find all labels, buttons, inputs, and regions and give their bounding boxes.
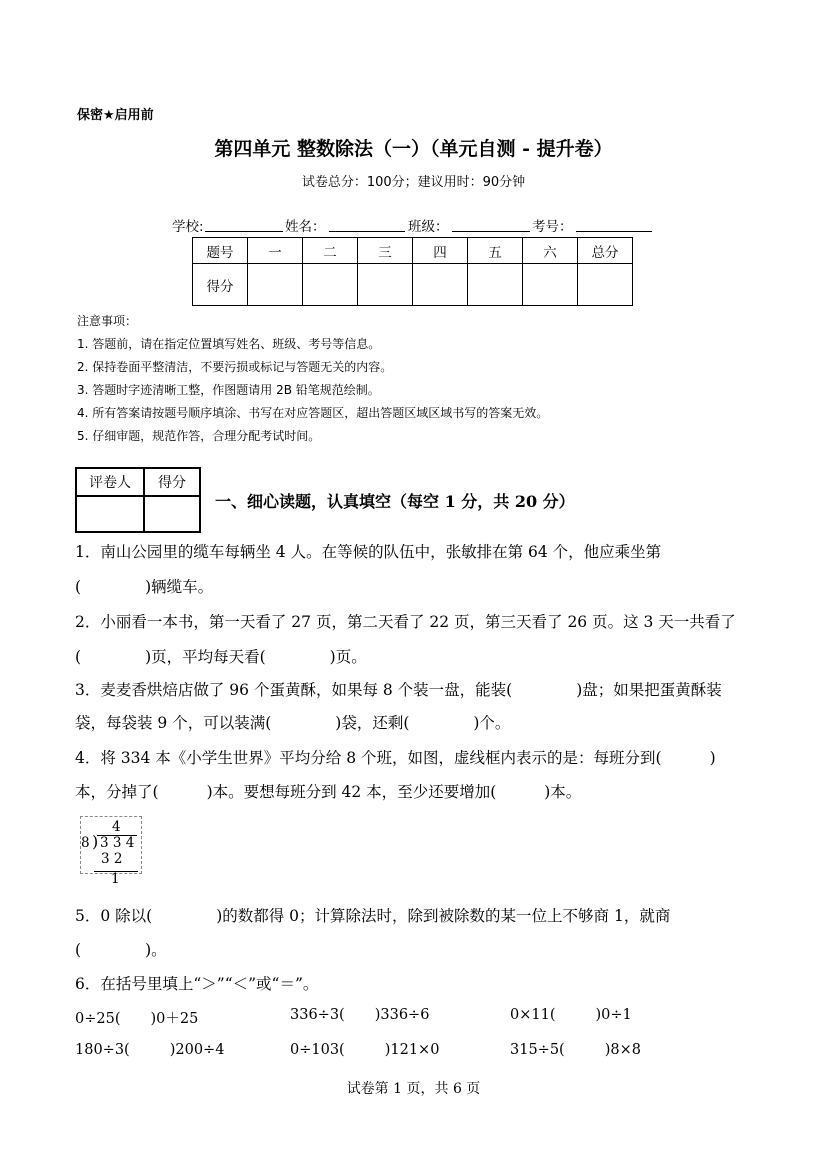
divisor: 8: [81, 835, 90, 851]
remainder: 1: [111, 871, 120, 887]
notes-section: [77, 310, 548, 448]
school-field[interactable]: [205, 231, 283, 232]
question-3-line-1: 3．麦麦香烘焙店做了 96 个蛋黄酥，如果每 8 个装一盘，能装( )盘；如果把蛋黄酥装: [75, 681, 722, 699]
page-title: 第四单元 整数除法（一）（单元自测 - 提升卷）: [214, 138, 613, 160]
score-header-cell: 三: [358, 238, 413, 264]
note-item: 1. 答题前，请在指定位置填写姓名、班级、考号等信息。: [77, 337, 381, 351]
compare-item: 336÷3( )336÷6: [290, 1007, 430, 1023]
name-label: 姓名：: [285, 219, 326, 235]
compare-item: 0÷103( )121×0: [290, 1042, 440, 1058]
grader-score-label: 得分: [144, 468, 200, 496]
page-footer: 试卷第 1 页，共 6 页: [346, 1081, 481, 1097]
score-input-cell[interactable]: [523, 264, 578, 306]
quotient-digit: 4: [112, 819, 121, 835]
compare-item: 315÷5( )8×8: [510, 1042, 641, 1058]
score-input-cell[interactable]: [248, 264, 303, 306]
question-2-line-1: 2．小丽看一本书，第一天看了 27 页，第二天看了 22 页，第三天看了 26 页。这 3 天一共看了: [75, 613, 736, 631]
confidential-label: 保密★启用前: [77, 108, 154, 123]
score-header-cell: 总分: [578, 238, 633, 264]
class-field[interactable]: [452, 231, 530, 232]
score-input-cell[interactable]: [413, 264, 468, 306]
grader-table: [75, 467, 201, 533]
score-input-cell[interactable]: [468, 264, 523, 306]
product: 3 2: [101, 851, 123, 867]
score-input-cell[interactable]: [303, 264, 358, 306]
question-5-line-2: ( )。: [75, 941, 167, 959]
note-item: 2. 保持卷面平整清洁，不要污损或标记与答题无关的内容。: [77, 360, 393, 374]
question-3-line-2: 袋，每袋装 9 个，可以装满( )袋，还剩( )个。: [75, 714, 511, 732]
exam-number-label: 考号：: [532, 219, 573, 235]
score-header-cell: 五: [468, 238, 523, 264]
name-field[interactable]: [329, 231, 405, 232]
note-item: 4. 所有答案请按题号顺序填涂、书写在对应答题区，超出答题区域区域书写的答案无效。: [77, 406, 549, 420]
score-header-cell: 二: [303, 238, 358, 264]
exam-number-field[interactable]: [576, 231, 652, 232]
grader-reviewer-cell[interactable]: [76, 496, 144, 532]
question-2-line-2: ( )页，平均每天看( )页。: [75, 648, 367, 666]
grader-reviewer-label: 评卷人: [76, 468, 144, 496]
question-4-line-1: 4．将 334 本《小学生世界》平均分给 8 个班，如图，虚线框内表示的是：每班分到( ): [75, 749, 716, 767]
score-table: [192, 237, 633, 306]
question-1-line-1: 1．南山公园里的缆车每辆坐 4 人。在等候的队伍中，张敏排在第 64 个，他应乘坐第: [75, 543, 662, 561]
compare-item: 180÷3( )200÷4: [75, 1042, 225, 1058]
school-label: 学校:: [172, 219, 204, 235]
class-label: 班级：: [408, 219, 449, 235]
division-bracket: ): [92, 832, 99, 851]
score-input-cell[interactable]: [578, 264, 633, 306]
score-header-cell: 四: [413, 238, 468, 264]
score-row-label: 得分: [193, 264, 248, 306]
question-4-line-2: 本，分掉了( )本。要想每班分到 42 本，至少还要增加( )本。: [75, 783, 582, 801]
long-division-figure: [80, 816, 142, 874]
score-header-cell: 一: [248, 238, 303, 264]
question-5-line-1: 5．0 除以( )的数都得 0；计算除法时，除到被除数的某一位上不够商 1，就商: [75, 907, 671, 925]
notes-title: 注意事项：: [77, 314, 138, 328]
score-header-cell: 六: [523, 238, 578, 264]
question-1-line-2: ( )辆缆车。: [75, 578, 214, 596]
grader-score-cell[interactable]: [144, 496, 200, 532]
note-item: 5. 仔细审题，规范作答，合理分配考试时间。: [77, 429, 321, 443]
note-item: 3. 答题时字迹清晰工整，作图题请用 2B 铅笔规范绘制。: [77, 383, 380, 397]
score-input-cell[interactable]: [358, 264, 413, 306]
compare-item: 0×11( )0÷1: [510, 1007, 632, 1023]
exam-subtitle: 试卷总分：100分；建议用时：90分钟: [301, 175, 526, 190]
question-6-prompt: 6．在括号里填上“＞”“＜”或“＝”。: [75, 975, 319, 993]
dividend: 3 3 4: [100, 835, 135, 851]
section-1-title: 一、细心读题，认真填空（每空 1 分，共 20 分）: [215, 492, 575, 511]
compare-item: 0÷25( )0＋25: [75, 1011, 199, 1027]
score-header-cell: 题号: [193, 238, 248, 264]
